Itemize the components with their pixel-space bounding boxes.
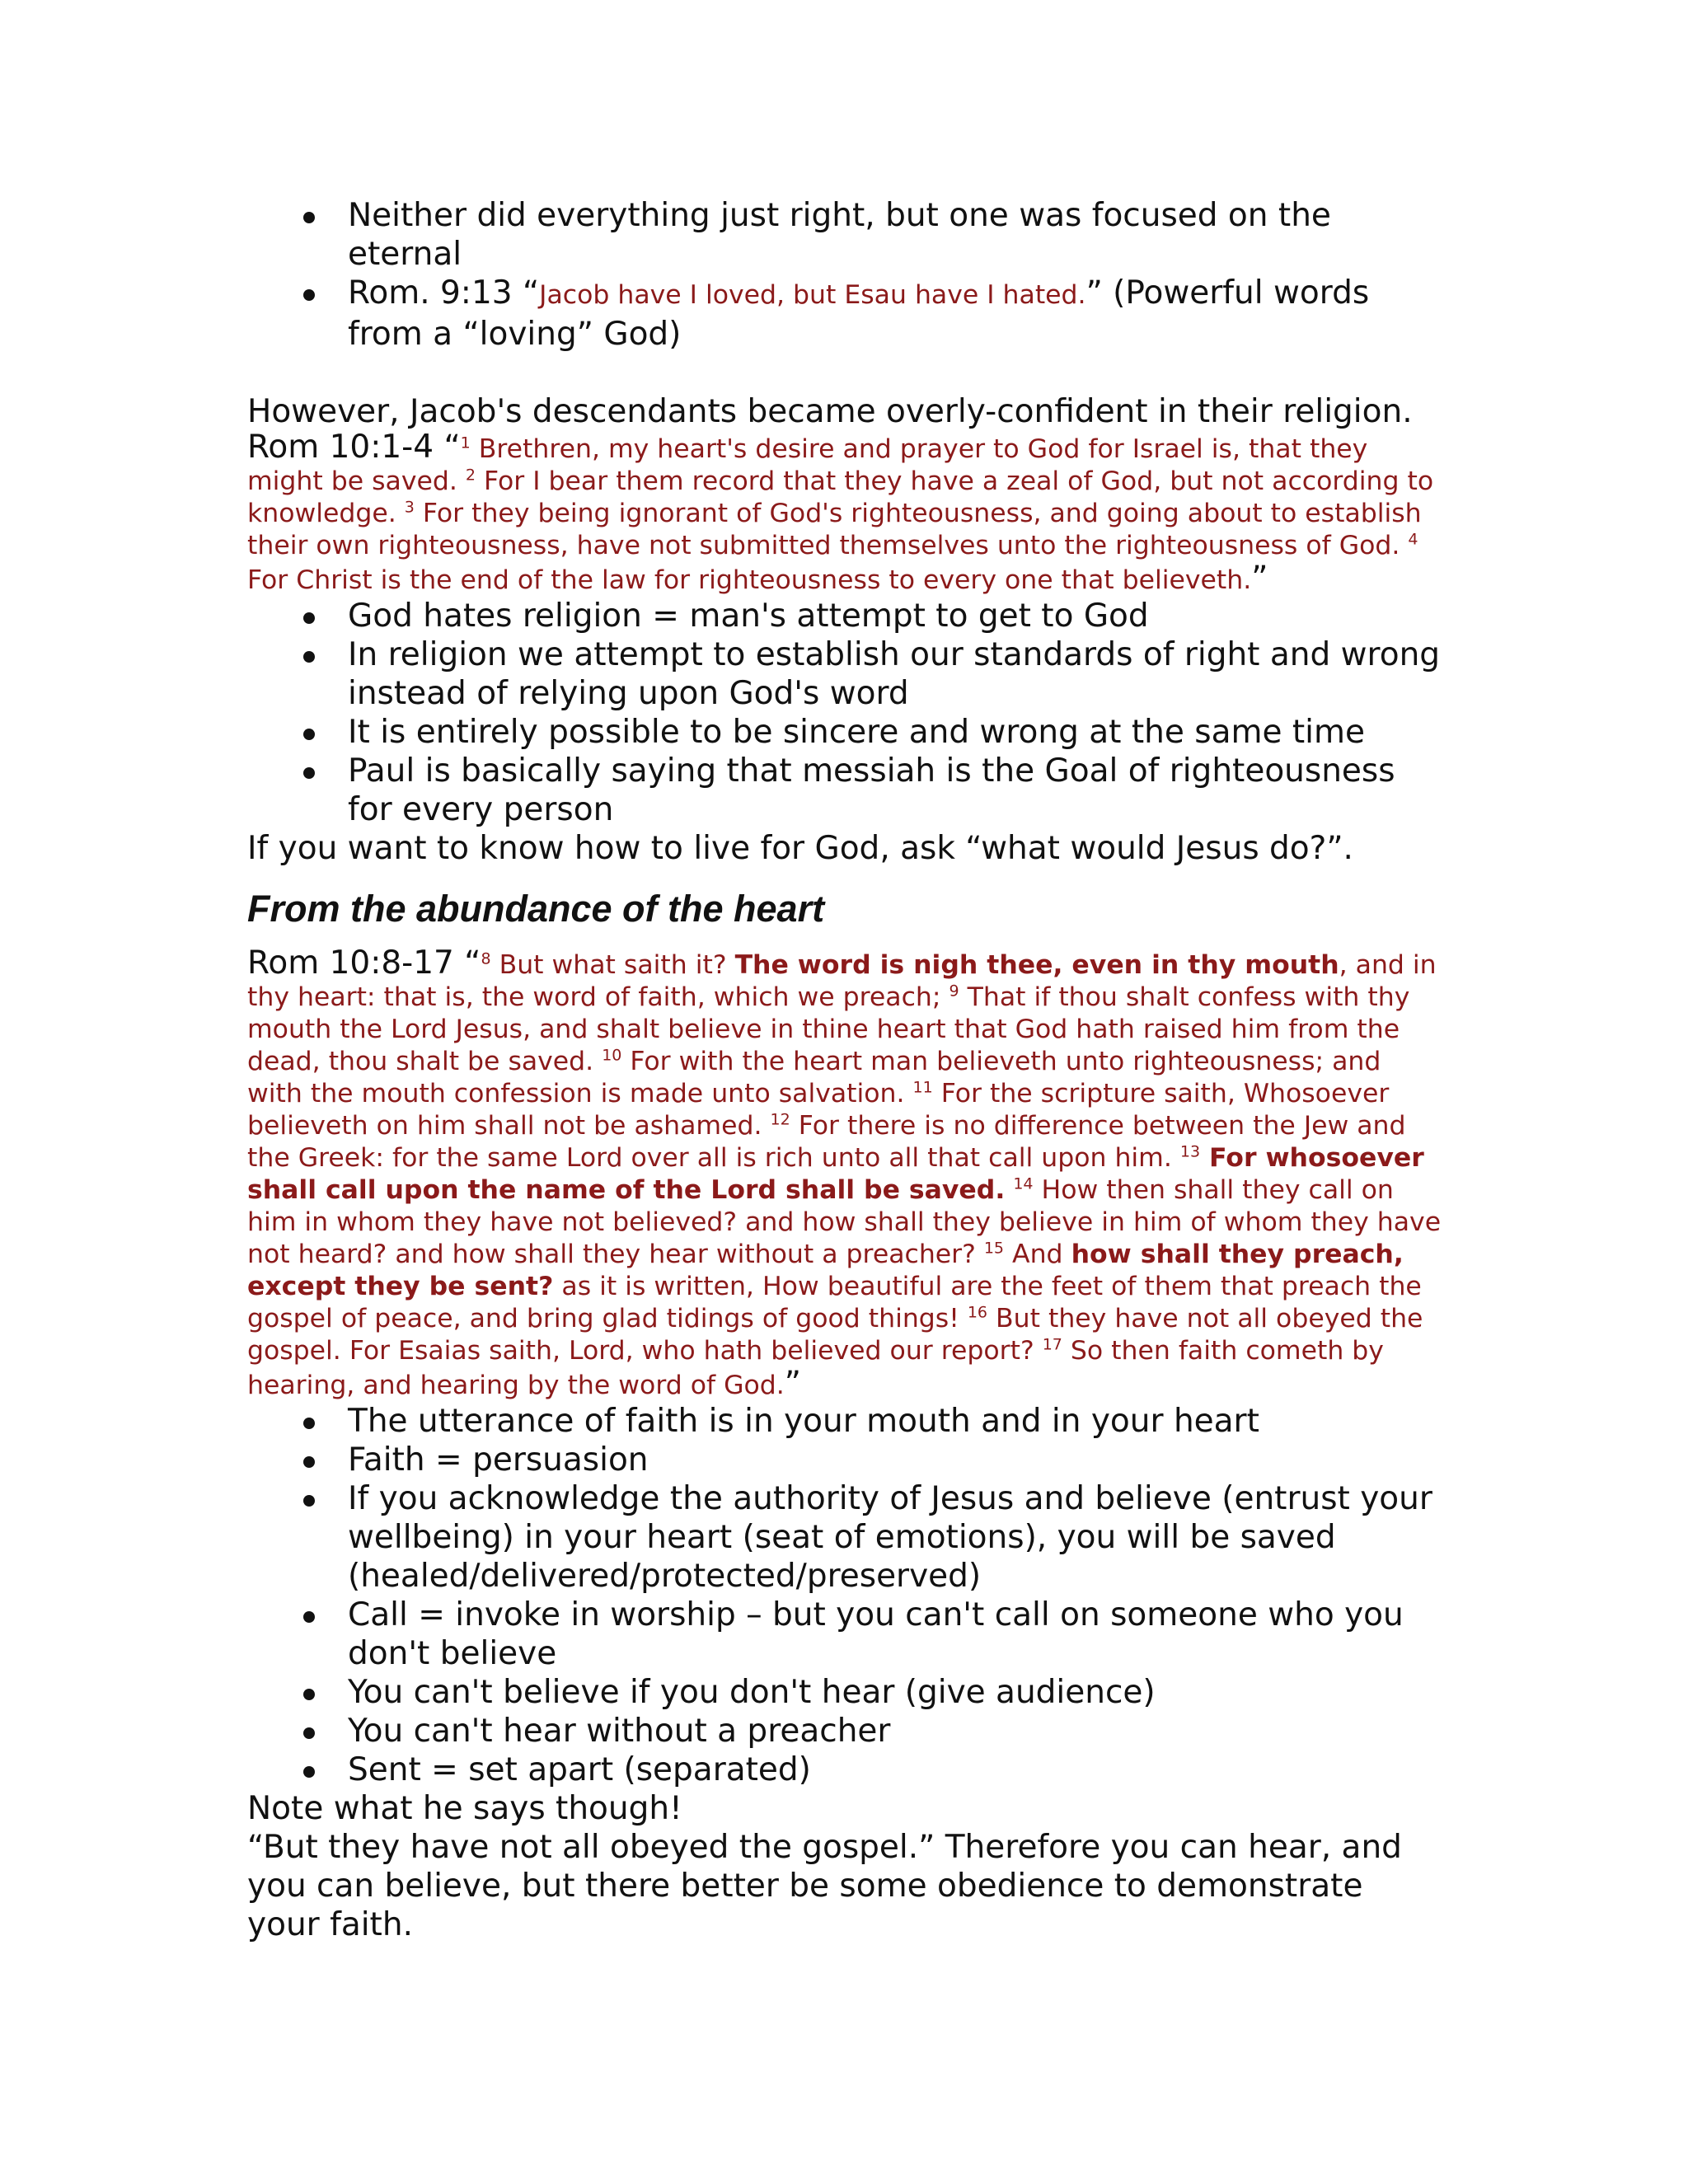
paragraph: If you want to know how to live for God, ask “what would Jesus do?”.: [247, 830, 1353, 867]
verse-number: 9: [949, 982, 959, 1001]
list-item: Neither did everything just right, but one was focused on the eternal: [247, 196, 1442, 274]
list-item: If you acknowledge the authority of Jesus and believe (entrust your wellbeing) in your heart (seat of emotions), you will be saved (healed/delivered/protected/preserved): [247, 1479, 1442, 1596]
verse-text: That if thou shalt confess with thy mouth the Lord Jesus, and shalt believe in thine heart that God hath raised him from the dead, thou shalt be saved.: [247, 982, 1410, 1076]
verse-number: 13: [1179, 1142, 1201, 1161]
paragraph: “But they have not all obeyed the gospel.” Therefore you can hear, and you can believe, but there better be some obedience to demonstrate your faith.: [247, 1829, 1402, 1943]
verse-text: Brethren, my heart's desire and prayer to God for Israel is, that they might be saved.: [247, 434, 1368, 496]
verse-number: 8: [481, 949, 491, 968]
verse-quote: Jacob have I loved, but Esau have I hated.: [539, 280, 1086, 310]
verse-text: And: [1004, 1240, 1071, 1269]
bullet-list-intro: [247, 196, 1442, 354]
verse-text: For I bear them record that they have a zeal of God, but not according to knowledge.: [247, 466, 1434, 528]
verse-number: 16: [967, 1303, 988, 1322]
list-item: God hates religion = man's attempt to get to God: [247, 597, 1442, 635]
verse-number: 1: [460, 434, 471, 452]
document-page: [247, 196, 1442, 1944]
paragraph: However, Jacob's descendants became overly-confident in their religion.: [247, 393, 1413, 430]
verse-text: For the scripture saith, Whosoever believeth on him shall not be ashamed.: [247, 1079, 1390, 1141]
bullet-list-faith: [247, 1402, 1442, 1789]
verse-text: But they have not all obeyed the gospel. For Esaias saith, Lord, who hath believed our report?: [247, 1304, 1423, 1366]
verse-reference: Rom 10:1-4 “: [247, 429, 461, 466]
close-quote: ”: [784, 1365, 802, 1402]
verse-text-bold: For whosoever shall call upon the name of the Lord shall be saved.: [247, 1143, 1424, 1205]
verse-text: For there is no difference between the Jew and the Greek: for the same Lord over all is rich unto all that call upon him.: [247, 1111, 1406, 1173]
list-item: Faith = persuasion: [247, 1441, 1442, 1479]
verse-text: For Christ is the end of the law for righteousness to every one that believeth.: [247, 565, 1252, 595]
verse-text: How then shall they call on him in whom they have not believed? and how shall they believe in him of whom they have not heard? and how shall they hear without a preacher?: [247, 1175, 1442, 1269]
verse-text: as it is written, How beautiful are the feet of them that preach the gospel of peace, and bring glad tidings of good things!: [247, 1272, 1422, 1333]
verse-text: But what saith it?: [490, 950, 735, 980]
verse-text: For they being ignorant of God's righteousness, and going about to establish their own righteousness, have not submitted themselves unto the righteousness of God.: [247, 499, 1422, 560]
verse-text: For with the heart man believeth unto righteousness; and with the mouth confession is made unto salvation.: [247, 1047, 1381, 1108]
paragraph: Note what he says though!: [247, 1790, 682, 1827]
verse-reference: Rom. 9:13 “: [348, 274, 540, 312]
list-item: Paul is basically saying that messiah is the Goal of righteousness for every person: [247, 752, 1442, 829]
verse-number: 3: [404, 498, 415, 517]
verse-number: 4: [1408, 530, 1418, 549]
list-item: [247, 274, 1442, 354]
list-item: In religion we attempt to establish our standards of right and wrong instead of relying upon God's word: [247, 635, 1442, 713]
list-item: Call = invoke in worship – but you can't call on someone who you don't believe: [247, 1596, 1442, 1673]
verse-reference: Rom 10:8-17 “: [247, 944, 481, 982]
verse-number: 2: [465, 466, 476, 485]
list-item: You can't hear without a preacher: [247, 1712, 1442, 1750]
verse-text: , and in thy heart: that is, the word of faith, which we preach;: [247, 950, 1437, 1012]
list-item: The utterance of faith is in your mouth and in your heart: [247, 1402, 1442, 1441]
bullet-list-religion: [247, 597, 1442, 829]
verse-text-bold: The word is nigh thee, even in thy mouth: [734, 950, 1339, 980]
section-heading: From the abundance of the heart: [247, 888, 825, 930]
verse-number: 12: [770, 1110, 790, 1129]
list-item: Sent = set apart (separated): [247, 1750, 1442, 1789]
verse-number: 17: [1042, 1335, 1062, 1354]
scripture-rom-10-8-17: [247, 944, 1442, 1402]
verse-text-bold: how shall they preach, except they be sent?: [247, 1240, 1404, 1301]
verse-number: 15: [983, 1239, 1005, 1258]
list-item: It is entirely possible to be sincere and wrong at the same time: [247, 713, 1442, 752]
verse-text: So then faith cometh by hearing, and hearing by the word of God.: [247, 1336, 1384, 1400]
list-item: You can't believe if you don't hear (give audience): [247, 1673, 1442, 1712]
scripture-rom-10-1-4: [247, 431, 1442, 597]
verse-number: 11: [912, 1078, 933, 1097]
verse-number: 10: [602, 1046, 622, 1065]
verse-comment: ” (Powerful words from a “loving” God): [348, 274, 1370, 353]
verse-number: 14: [1013, 1174, 1034, 1193]
close-quote: ”: [1251, 560, 1268, 597]
